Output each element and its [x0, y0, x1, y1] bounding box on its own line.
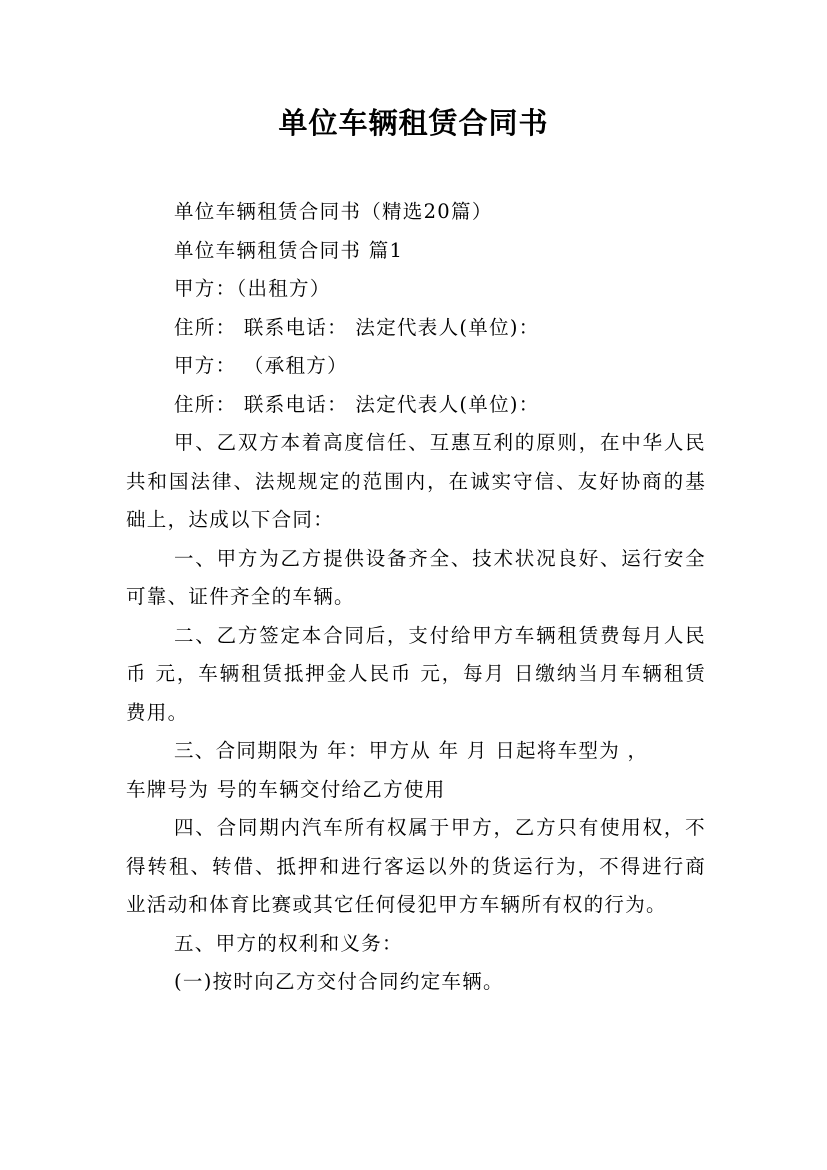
paragraph: 住所： 联系电话： 法定代表人(单位)：	[174, 392, 540, 416]
paragraph: 三、合同期限为 年：甲方从 年 月 日起将车型为 ，	[174, 739, 649, 762]
paragraph: 单位车辆租赁合同书（精选20篇）	[174, 200, 493, 223]
document-body	[126, 193, 706, 1002]
paragraph: (一)按时向乙方交付合同约定车辆。	[174, 970, 504, 993]
paragraph: 甲方：（出租方）	[174, 277, 331, 300]
paragraph: 甲方： （承租方）	[174, 354, 348, 377]
paragraph: 二、乙方签定本合同后，支付给甲方车辆租赁费每月人民币 元，车辆租赁抵押金人民币 元，每月 日缴纳当月车辆租赁费用。	[126, 623, 706, 724]
paragraph: 一、甲方为乙方提供设备齐全、技术状况良好、运行安全可靠、证件齐全的车辆。	[126, 546, 706, 608]
paragraph: 单位车辆租赁合同书 篇1	[174, 238, 404, 262]
document-title: 单位车辆租赁合同书	[278, 106, 549, 140]
paragraph: 五、甲方的权利和义务：	[174, 931, 403, 955]
paragraph: 车牌号为 号的车辆交付给乙方使用	[126, 777, 446, 801]
paragraph: 住所： 联系电话： 法定代表人(单位)：	[174, 315, 540, 339]
paragraph: 四、合同期内汽车所有权属于甲方，乙方只有使用权，不得转租、转借、抵押和进行客运以外的货运行为，不得进行商业活动和体育比赛或其它任何侵犯甲方车辆所有权的行为。	[126, 816, 706, 916]
paragraph: 甲、乙双方本着高度信任、互惠互利的原则，在中华人民共和国法律、法规规定的范围内，在诚实守信、友好协商的基础上，达成以下合同：	[126, 431, 706, 531]
